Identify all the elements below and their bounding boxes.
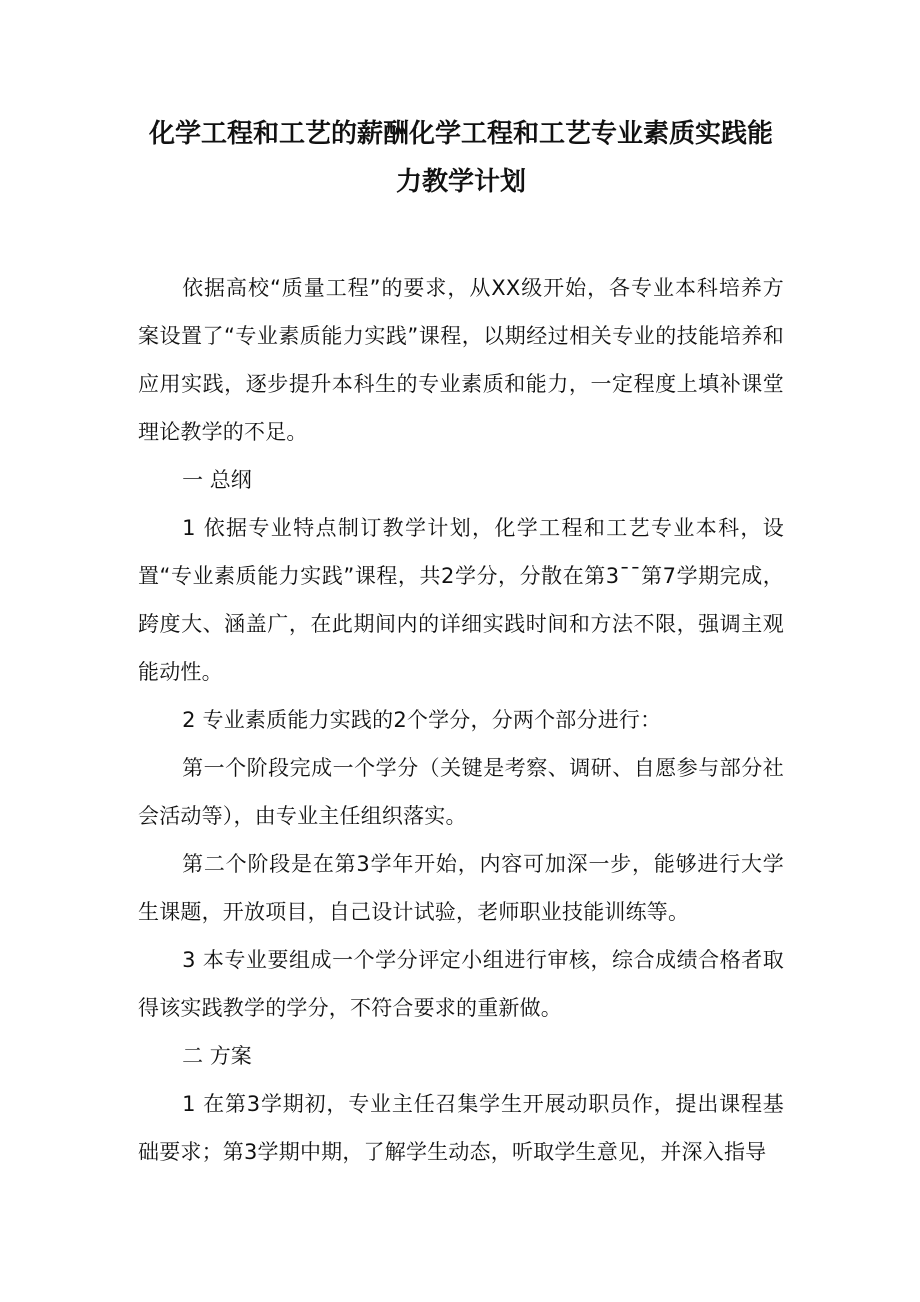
paragraph-outline-1: 1 依据专业特点制订教学计划，化学工程和工艺专业本科，设置“专业素质能力实践”课程，共2学分，分散在第3¯¯第7学期完成，跨度大、涵盖广，在此期间内的详细实践时间和方法不限，强调主观能动性。 (138, 516, 784, 684)
section-heading-outline: 一 总纲 (182, 468, 252, 492)
paragraph-outline-3: 3 本专业要组成一个学分评定小组进行审核，综合成绩合格者取得该实践教学的学分，不符合要求的重新做。 (138, 948, 784, 1020)
paragraph-outline-2: 2 专业素质能力实践的2个学分，分两个部分进行： (182, 708, 662, 732)
paragraph-plan-1: 1 在第3学期初，专业主任召集学生开展动职员作，提出课程基础要求；第3学期中期，了解学生动态，听取学生意见，并深入指导 (138, 1092, 784, 1164)
document-title: 化学工程和工艺的薪酬化学工程和工艺专业素质实践能力教学计划 (148, 119, 773, 197)
paragraph-stage-1: 第一个阶段完成一个学分（关键是考察、调研、自愿参与部分社会活动等），由专业主任组织落实。 (138, 756, 784, 828)
document-page (138, 110, 784, 1176)
paragraph-stage-2: 第二个阶段是在第3学年开始，内容可加深一步，能够进行大学生课题，开放项目，自己设计试验，老师职业技能训练等。 (138, 852, 784, 924)
section-heading-plan: 二 方案 (182, 1044, 252, 1068)
paragraph-intro: 依据高校“质量工程”的要求，从XX级开始，各专业本科培养方案设置了“专业素质能力实践”课程，以期经过相关专业的技能培养和应用实践，逐步提升本科生的专业素质和能力，一定程度上填补课堂理论教学的不足。 (138, 276, 784, 444)
